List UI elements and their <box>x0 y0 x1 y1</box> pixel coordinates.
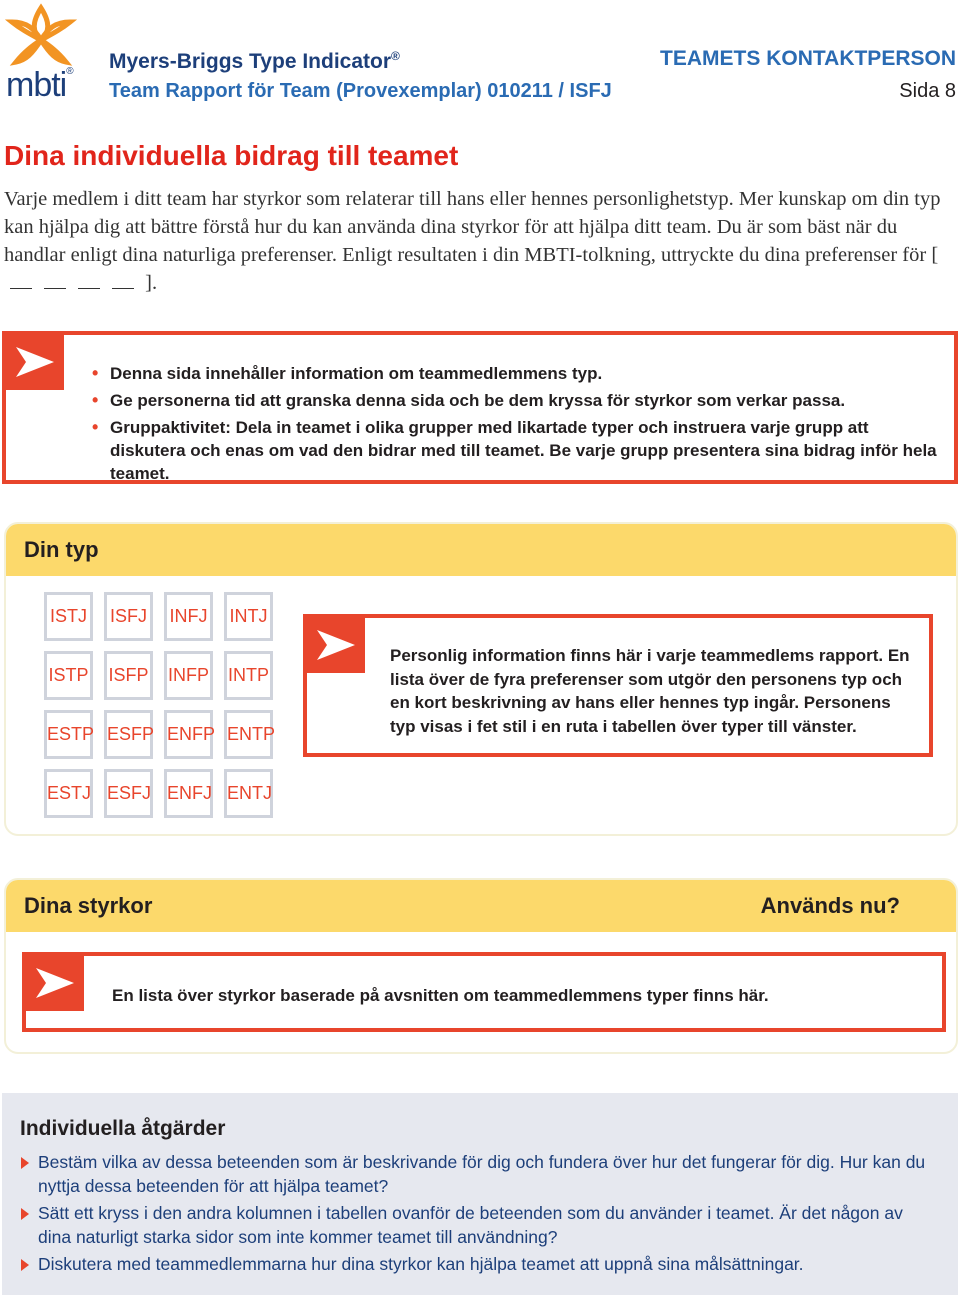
list-item: • Gruppaktivitet: Dela in teamet i olika grupper med likartade typer och instruera varje grupp att diskutera och enas om vad den bidrar med till teamet. Be varje grupp presentera sina bidrag inför hela teamet. <box>92 416 942 485</box>
type-cell-istj: ISTJ <box>44 592 93 641</box>
strengths-panel <box>4 878 958 1054</box>
actions-list <box>20 1151 930 1281</box>
intro-paragraph: Varje medlem i ditt team har styrkor som relaterar till hans eller hennes personlighetstyp. Mer kunskap om din typ kan hjälpa dig att bättre förstå hur du kan använda dina styrkor för att hjälpa ditt team. Du är som bäst när du handlar enligt dina naturliga preferenser. Enligt resultaten i din MBTI-tolkning, uttryckte du dina preferenser för [ ]. <box>4 188 941 294</box>
type-cell-estp: ESTP <box>44 710 93 759</box>
type-cell-esfp: ESFP <box>104 710 153 759</box>
logo-star-icon <box>2 2 80 72</box>
facilitator-info-box <box>2 331 958 484</box>
type-cell-enfp: ENFP <box>164 710 213 759</box>
arrow-icon <box>307 618 365 673</box>
type-cell-enfj: ENFJ <box>164 769 213 818</box>
list-item: • Ge personerna tid att granska denna sida och be dem kryssa för styrkor som verkar passa. <box>92 389 942 412</box>
strengths-info-box <box>22 952 946 1032</box>
used-now-column-label: Används nu? <box>760 893 900 918</box>
arrow-icon <box>26 956 84 1011</box>
list-item: Bestäm vilka av dessa beteenden som är beskrivande för dig och fundera över hur det fungerar för dig. Hur kan du nyttja dessa beteenden för att hjälpa teamet? <box>20 1151 930 1198</box>
info-bullets <box>92 362 942 489</box>
din-typ-panel <box>4 522 958 836</box>
report-title: Myers-Briggs Type Indicator® <box>109 49 400 73</box>
panel-header <box>6 524 956 576</box>
type-cell-intj: INTJ <box>224 592 273 641</box>
triangle-bullet-icon <box>21 1208 29 1220</box>
preference-blank-2 <box>44 275 66 289</box>
type-cell-entj: ENTJ <box>224 769 273 818</box>
type-cell-istp: ISTP <box>44 651 93 700</box>
mbti-logo <box>2 2 80 102</box>
list-item: Sätt ett kryss i den andra kolumnen i tabellen ovanför de beteenden som du använder i teamet. Är det någon av dina naturligt starka sidor som inte kommer teamet till användning? <box>20 1202 930 1249</box>
contact-label: TEAMETS KONTAKTPERSON <box>660 47 956 70</box>
type-info-box <box>303 614 933 757</box>
actions-heading: Individuella åtgärder <box>20 1117 226 1140</box>
type-cell-infj: INFJ <box>164 592 213 641</box>
type-cell-isfj: ISFJ <box>104 592 153 641</box>
preference-blank-1 <box>10 275 32 289</box>
strengths-heading: Dina styrkor <box>24 893 153 918</box>
section-title: Dina individuella bidrag till teamet <box>4 140 459 171</box>
preference-blank-4 <box>112 275 134 289</box>
page-number: Sida 8 <box>899 80 956 102</box>
logo-wordmark: mbti® <box>6 66 73 104</box>
list-item: Diskutera med teammedlemmarna hur dina styrkor kan hjälpa teamet att uppnå sina målsättningar. <box>20 1253 930 1277</box>
triangle-bullet-icon <box>21 1259 29 1271</box>
type-cell-intp: INTP <box>224 651 273 700</box>
type-cell-entp: ENTP <box>224 710 273 759</box>
din-typ-heading: Din typ <box>24 537 99 562</box>
type-info-text: Personlig information finns här i varje teammedlems rapport. En lista över de fyra preferenser som utgör den personens typ och en kort beskrivning av hans eller hennes typ ingår. Personens typ visas i fet stil i en ruta i tabellen över typer till vänster. <box>390 646 910 736</box>
panel-header <box>6 880 956 932</box>
report-subtitle: Team Rapport för Team (Provexemplar) 010211 / ISFJ <box>109 80 612 102</box>
triangle-bullet-icon <box>21 1157 29 1169</box>
preference-blank-3 <box>78 275 100 289</box>
strengths-info-text: En lista över styrkor baserade på avsnitten om teammedlemmens typer finns här. <box>112 986 769 1005</box>
arrow-icon <box>6 335 64 390</box>
type-cell-isfp: ISFP <box>104 651 153 700</box>
type-cell-estj: ESTJ <box>44 769 93 818</box>
type-cell-esfj: ESFJ <box>104 769 153 818</box>
list-item: • Denna sida innehåller information om teammedlemmens typ. <box>92 362 942 385</box>
individual-actions-panel <box>2 1093 958 1295</box>
type-cell-infp: INFP <box>164 651 213 700</box>
